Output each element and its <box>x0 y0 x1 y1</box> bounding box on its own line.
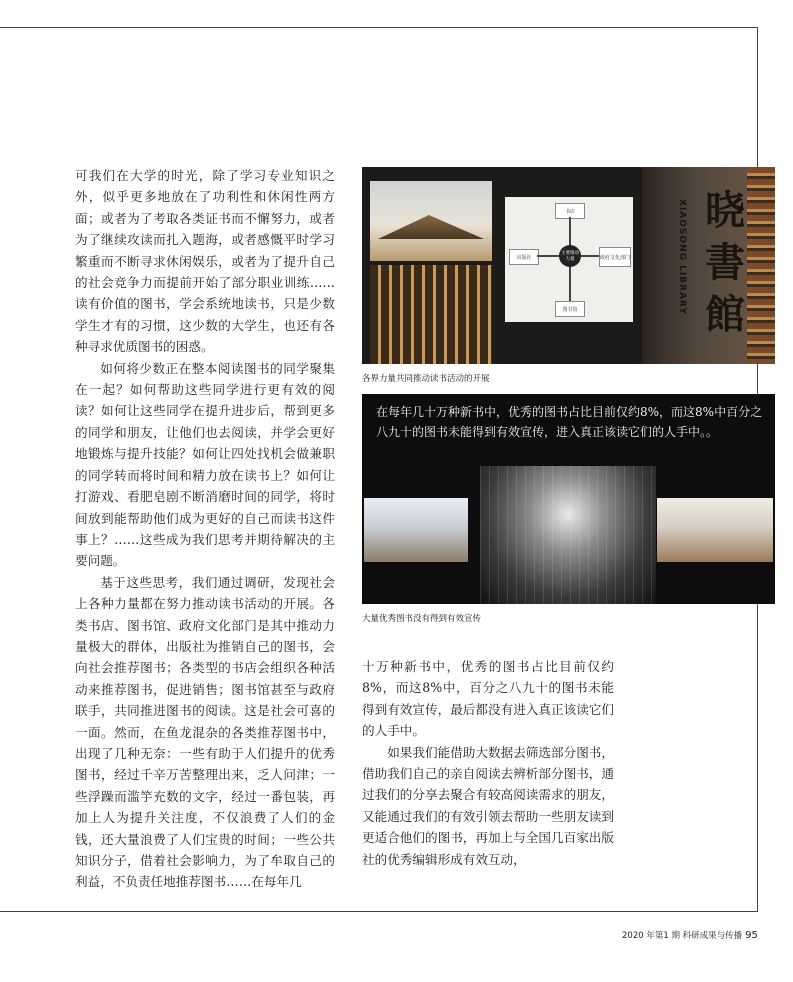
figure-caption: 大量优秀图书没有得到有效宣传 <box>362 614 482 624</box>
journal-name: 2020 年第1 期 科研成果与传播 <box>622 931 743 941</box>
library-interior-photo <box>370 265 492 364</box>
figure-banner-text: 在每年几十万种新书中，优秀的图书占比目前仅约8%，而这8%中百分之八九十的图书未能得到有效宣传，进入真正该读它们的人手中。。 <box>376 405 763 439</box>
library-sign-char: 晓 <box>705 187 745 234</box>
diagram-node-government: 政府文化部门 <box>599 247 631 267</box>
bookshelf-books <box>747 167 775 364</box>
figure-reading-promotion <box>362 167 775 364</box>
figure-caption: 各界力量共同推动读书活动的开展 <box>362 374 490 384</box>
page-frame-top <box>0 27 758 28</box>
paragraph: 十万种新书中，优秀的图书占比目前仅约8%，而这8%中，百分之八九十的图书未能得到有效宣传，最后都没有进入真正该读它们的人手中。 <box>362 659 614 739</box>
library-atrium-photo-left <box>364 498 468 562</box>
arrow-right-icon <box>537 255 559 257</box>
page-number: 95 <box>745 930 758 941</box>
diagram-node-publisher: 出版社 <box>509 249 539 265</box>
right-text-column <box>362 656 614 870</box>
arrow-down-icon <box>569 217 571 245</box>
page-footer <box>622 929 758 941</box>
left-text-column <box>75 165 335 893</box>
arrow-up-icon <box>569 267 571 301</box>
library-hall-shelves <box>480 466 656 604</box>
diagram-node-bookstore: 书店 <box>555 203 585 219</box>
diagram-center-node: 主要推动力量 <box>559 245 581 267</box>
arrow-left-icon <box>581 255 599 257</box>
page-frame-bottom <box>0 911 758 912</box>
library-atrium-photo-right <box>657 498 773 562</box>
figure-publicity <box>362 394 775 604</box>
diagram-node-library: 图书馆 <box>555 301 585 317</box>
paragraph: 如何将少数正在整本阅读图书的同学聚集在一起？如何帮助这些同学进行更有效的阅读？如何让这些同学在提升进步后，帮到更多的同学和朋友，让他们也去阅读，并学会更好地锻炼与提升技能？如何让四处找机会做兼职的同学转而将时间和精力放在读书上？如何让打游戏、看肥皂剧不断消磨时间的同学，将时间放到能帮助他们成为更好的自己而读书这件事上？……这些成为我们思考并期待解决的主要问题。 <box>75 360 335 569</box>
library-sign-char: 書 <box>705 239 745 286</box>
paragraph: 如果我们能借助大数据去筛选部分图书，借助我们自己的亲自阅读去辨析部分图书，通过我们的分享去聚合有较高阅读需求的朋友，又能通过我们的有效引领去帮助一些朋友读到更适合他们的图书，再加上与全国几百家出版社的优秀编辑形成有效互动， <box>362 744 614 867</box>
library-sign-latin: XIAOSONG LIBRARY <box>677 199 687 315</box>
forces-diagram <box>505 197 633 322</box>
library-sign-char: 館 <box>705 291 745 338</box>
library-sign <box>702 185 748 341</box>
paragraph: 基于这些思考，我们通过调研，发现社会上各种力量都在努力推动读书活动的开展。各类书店、图书馆、政府文化部门是其中推动力量极大的群体，出版社为推销自己的图书，会向社会推荐图书；各类型的书店会组织各种活动来推荐图书，促进销售；图书馆甚至与政府联手，共同推进图书的阅读。这是社会可喜的一面。然而，在鱼龙混杂的各类推荐图书中，出现了几种无奈：一些有助于人们提升的优秀图书，经过千辛万苦整理出来，乏人问津；一些浮躁而滥竽充数的文字，经过一番包装，再加上人为提升关注度，不仅浪费了人们的金钱，还大量浪费了人们宝贵的时间；一些公共知识分子，借着社会影响力，为了牟取自己的利益，不负责任地推荐图书……在每年几 <box>75 574 335 890</box>
paragraph: 可我们在大学的时光，除了学习专业知识之外，似乎更多地放在了功利性和休闲性两方面；或者为了考取各类证书而不懈努力，或者为了继续攻读而扎入题海，或者感慨平时学习繁重而不断寻求休闲娱乐，或者为了提升自己的社会竞争力而提前开始了部分职业训练……读有价值的图书，学会系统地读书，只是少数学生才有的习惯，这少数的大学生，也还有各种寻求优质图书的困惑。 <box>75 168 335 355</box>
